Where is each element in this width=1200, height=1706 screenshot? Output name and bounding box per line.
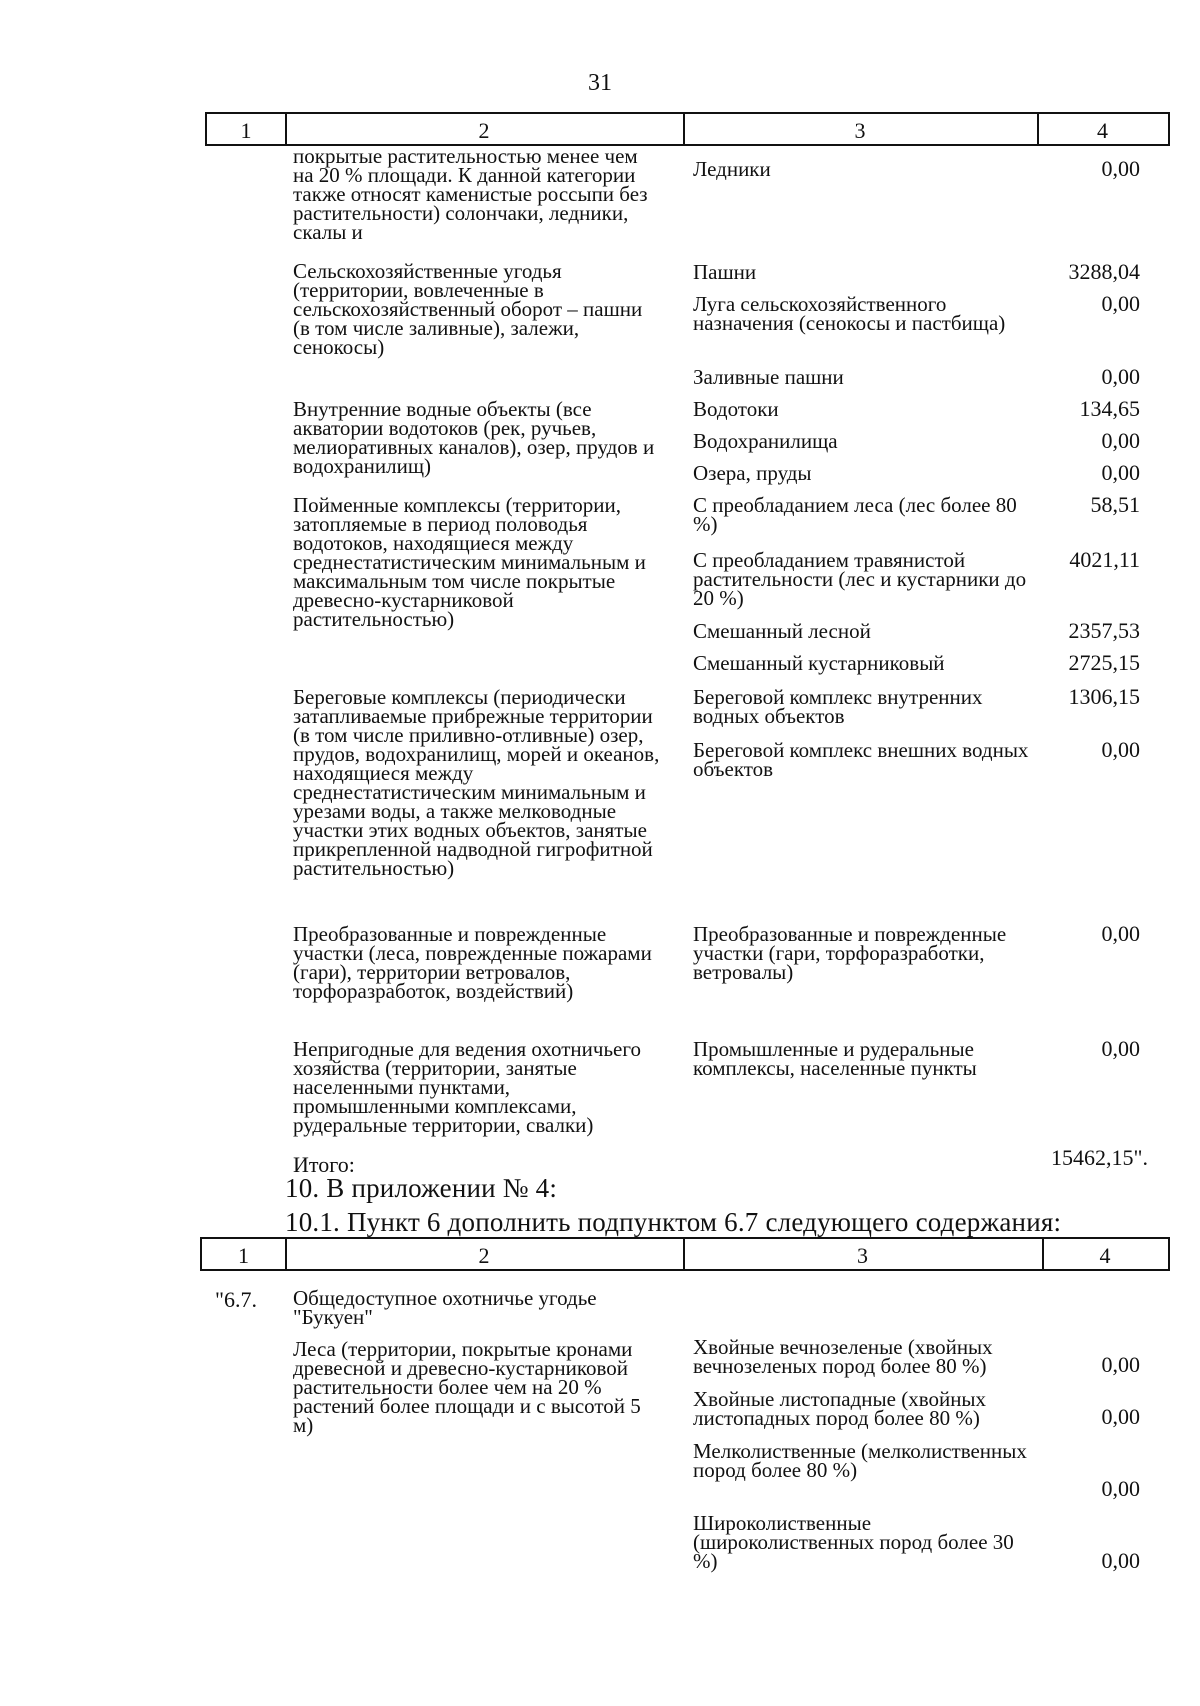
table-cell-description: Пойменные комплексы (территории, затопляемые в период половодья водотоков, находящиеся между среднестатистическим минимальным и максимальным том числе покрытые древесно-кустарниковой растительностью) <box>293 493 646 631</box>
table-cell-type: Преобразованные и поврежденные участки (гари, торфоразработки, ветровалы) <box>693 922 1007 984</box>
table-cell-value: 0,00 <box>1101 460 1140 485</box>
table-cell-type: Водохранилища <box>693 429 838 453</box>
table-cell-value: 0,00 <box>1101 1404 1140 1429</box>
table2-header <box>200 1237 1170 1271</box>
table-cell-description: Внутренние водные объекты (все акватории водотоков (рек, ручьев, мелиоративных каналов), озер, прудов и водохранилищ) <box>293 397 655 478</box>
table-cell-value: 0,00 <box>1101 1352 1140 1377</box>
table-cell-value: 0,00 <box>1101 428 1140 453</box>
table-cell-type: Промышленные и рудеральные комплексы, населенные пункты <box>693 1037 977 1080</box>
total-value: 15462,15". <box>1051 1145 1148 1170</box>
table-cell-type: Береговой комплекс внешних водных объектов <box>693 738 1029 781</box>
table-cell-type: Ледники <box>693 157 771 181</box>
table-cell-type: Озера, пруды <box>693 461 812 485</box>
table-cell-type: Смешанный лесной <box>693 619 871 643</box>
table2-header-col1: 1 <box>238 1243 249 1268</box>
table-cell-value: 0,00 <box>1101 1548 1140 1573</box>
table-cell-value: 134,65 <box>1079 396 1140 421</box>
table-cell-description: покрытые растительностью менее чем на 20 % площади. К данной категории также относят каменистые россыпи без растительности) солончаки, ледники, скалы и <box>293 144 648 244</box>
table2-header-col2: 2 <box>478 1243 490 1268</box>
table1-header-col3: 3 <box>854 118 866 143</box>
table-cell-value: 0,00 <box>1101 1036 1140 1061</box>
table-cell-type: Заливные пашни <box>693 365 844 389</box>
table-cell-type: С преобладанием травянистой растительности (лес и кустарники до 20 %) <box>693 548 1027 610</box>
table-cell-value: 2725,15 <box>1068 650 1140 675</box>
table-cell-type: Хвойные листопадные (хвойных листопадных пород более 80 %) <box>693 1387 987 1430</box>
table-cell-type: Хвойные вечнозеленые (хвойных вечнозеленых пород более 80 %) <box>693 1335 993 1378</box>
table-cell-description: Береговые комплексы (периодически затапливаемые прибрежные территории (в том числе приливно-отливные) озер, прудов, водохранилищ, морей и океанов, находящиеся между среднестатистическим минимальным и урезами воды, а также мелководные участки этих водных объектов, занятые прикрепленной надводной гигрофитной растительностью) <box>293 685 660 880</box>
table-cell-type: Широколиственные (широколиственных пород более 30 %) <box>693 1511 1014 1573</box>
table-cell-value: 0,00 <box>1101 737 1140 762</box>
table-cell-description: Непригодные для ведения охотничьего хозяйства (территории, занятые населенными пунктами, промышленными комплексами, рудеральные территории, свалки) <box>293 1037 641 1137</box>
item-number: "6.7. <box>215 1287 257 1312</box>
item-title: Общедоступное охотничье угодье "Букуен" <box>293 1286 597 1329</box>
subsection-heading: 10.1. Пункт 6 дополнить подпунктом 6.7 следующего содержания: <box>285 1207 1062 1237</box>
table-cell-value: 2357,53 <box>1068 618 1140 643</box>
table-cell-value: 3288,04 <box>1068 259 1140 284</box>
table-cell-type: Водотоки <box>693 397 779 421</box>
table-cell-type: Луга сельскохозяйственного назначения (сенокосы и пастбища) <box>693 292 1006 335</box>
table-cell-type: Смешанный кустарниковый <box>693 651 945 675</box>
table-cell-type: Береговой комплекс внутренних водных объектов <box>693 685 983 728</box>
section-heading: 10. В приложении № 4: <box>285 1173 558 1203</box>
total-label: Итого: <box>293 1152 355 1177</box>
table-cell-value: 0,00 <box>1101 156 1140 181</box>
table-cell-value: 0,00 <box>1101 364 1140 389</box>
table1-header-col4: 4 <box>1097 118 1108 143</box>
table-cell-value: 1306,15 <box>1068 684 1140 709</box>
table-cell-description: Преобразованные и поврежденные участки (леса, поврежденные пожарами (гари), территории ветровалов, торфоразработок, воздействий) <box>293 922 652 1003</box>
table-cell-value: 4021,11 <box>1069 547 1140 572</box>
table-cell-value: 0,00 <box>1101 1476 1140 1501</box>
table1-header-col1: 1 <box>240 118 252 143</box>
table1-header-col2: 2 <box>478 118 490 143</box>
table-cell-value: 0,00 <box>1101 921 1140 946</box>
page-number: 31 <box>588 70 612 96</box>
table1-header <box>205 112 1170 146</box>
table2-header-col4: 4 <box>1099 1243 1111 1268</box>
table-cell-value: 58,51 <box>1090 492 1140 517</box>
table-cell-type: С преобладанием леса (лес более 80 %) <box>693 493 1017 536</box>
table-cell-value: 0,00 <box>1101 291 1140 316</box>
table-cell-description: Сельскохозяйственные угодья (территории, вовлеченные в сельскохозяйственный оборот – пашни (в том числе заливные), залежи, сенокосы) <box>293 259 643 359</box>
forest-description: Леса (территории, покрытые кронами древесной и древесно-кустарниковой растительности более чем на 20 % растений более площади и с высотой 5 м) <box>293 1337 641 1437</box>
table-cell-type: Мелколиственные (мелколиственных пород более 80 %) <box>693 1439 1027 1482</box>
table2-header-col3: 3 <box>857 1243 868 1268</box>
table-cell-type: Пашни <box>693 260 757 284</box>
